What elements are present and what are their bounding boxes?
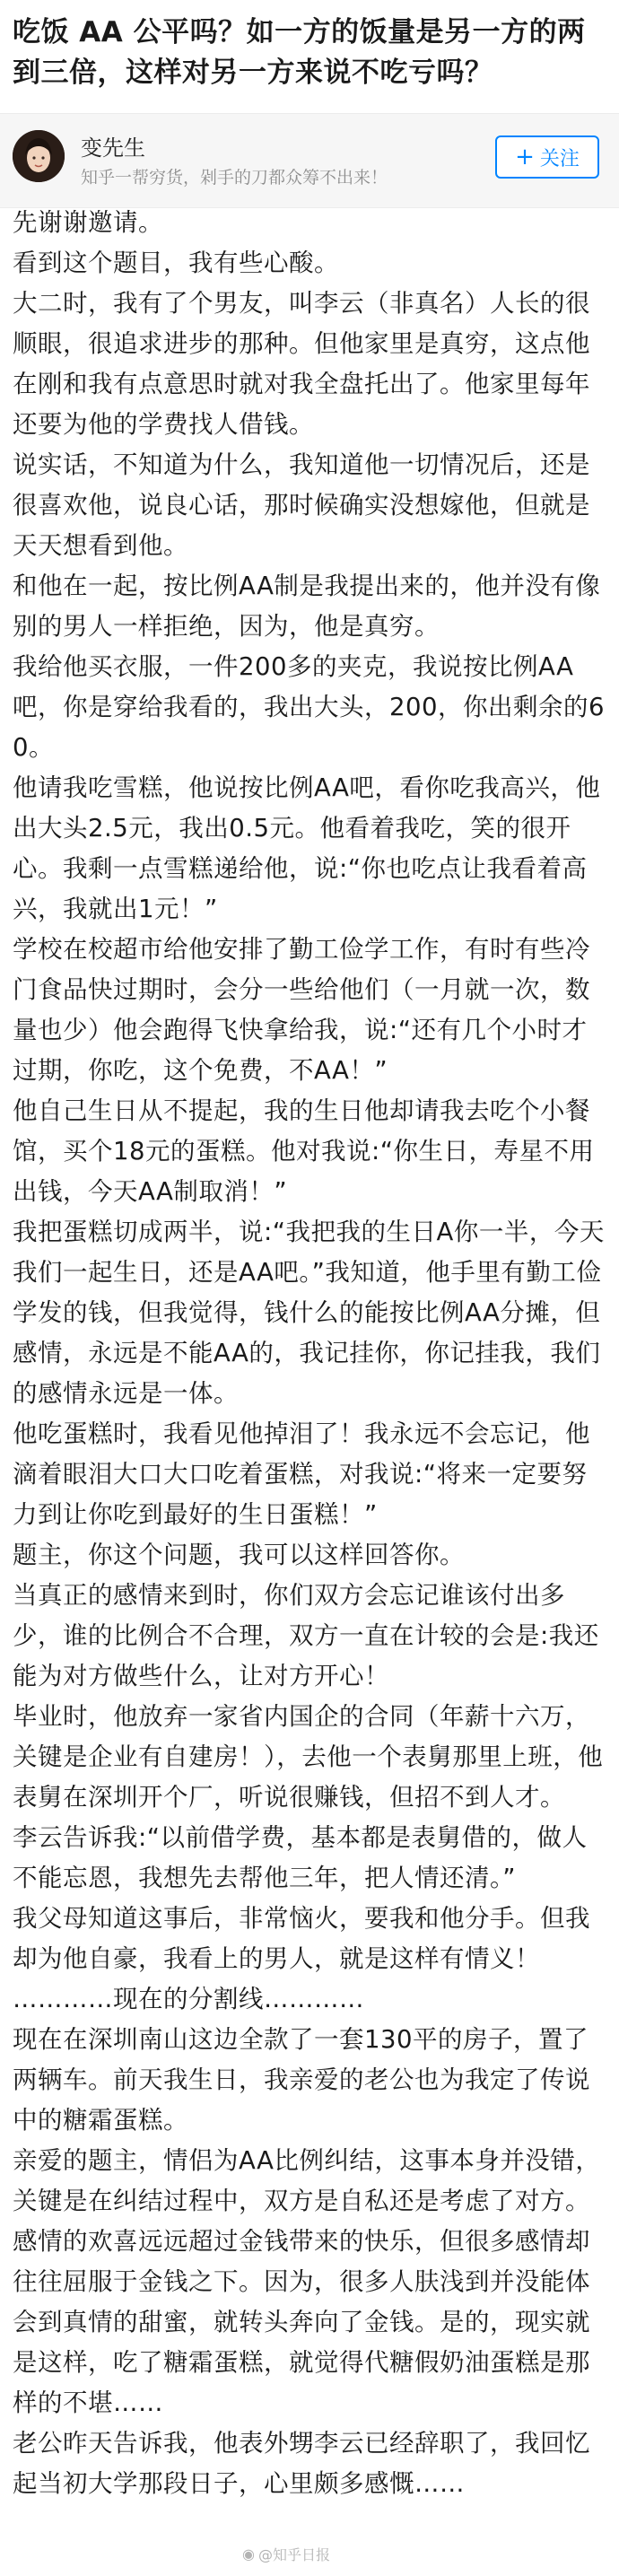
author-name[interactable]: 变先生: [81, 135, 145, 161]
follow-button[interactable]: [495, 135, 599, 179]
follow-label: 关注: [539, 147, 580, 170]
weibo-icon: ◉: [242, 2545, 255, 2563]
avatar-photo: [13, 130, 65, 182]
section-divider: …………现在的分割线…………: [13, 1985, 364, 2013]
answer-paragraph: 毕业时，他放弃一家省内国企的合同（年薪十六万，关键是企业有自建房！），去他一个表舅那里上班，他表舅在深圳开个厂，听说很赚钱，但招不到人才。: [13, 1702, 604, 1812]
answer-paragraph: 说实话，不知道为什么，我知道他一切情况后，还是很喜欢他，说良心话，那时候确实没想嫁他，但就是天天想看到他。: [13, 450, 590, 560]
answer-paragraph: 大二时，我有了个男友，叫李云（非真名）人长的很顺眼，很追求进步的那种。但他家里是真穷，这点他在刚和我有点意思时就对我全盘托出了。他家里每年还要为他的学费找人借钱。: [13, 289, 590, 439]
answer-paragraph: 现在在深圳南山这边全款了一套130平的房子，置了两辆车。前天我生日，我亲爱的老公也为我定了传说中的糖霜蛋糕。: [13, 2025, 590, 2135]
answer-paragraph: 先谢谢邀请。: [13, 208, 163, 237]
answer-paragraph: 老公昨天告诉我，他表外甥李云已经辞职了，我回忆起当初大学那段日子，心里颇多感慨……: [13, 2429, 590, 2498]
answer-paragraph: 看到这个题目，我有些心酸。: [13, 249, 339, 277]
plus-icon: +: [515, 144, 535, 170]
author-bio: 知乎一帮穷货，剁手的刀都众筹不出来！: [81, 168, 388, 188]
answer-paragraph: 他请我吃雪糕，他说按比例AA吧，看你吃我高兴，他出大头2.5元，我出0.5元。他看着我吃，笑的很开心。我剩一点雪糕递给他，说:“你也吃点让我看着高兴，我就出1元！”: [13, 773, 601, 923]
answer-body: [0, 203, 619, 2504]
author-avatar[interactable]: [13, 130, 65, 182]
answer-paragraph: 他吃蛋糕时，我看见他掉泪了！我永远不会忘记，他滴着眼泪大口大口吃着蛋糕，对我说:“将来一定要努力到让你吃到最好的生日蛋糕！”: [13, 1419, 590, 1529]
answer-paragraph: 和他在一起，按比例AA制是我提出来的，他并没有像别的男人一样拒绝，因为，他是真穷。: [13, 572, 601, 641]
answer-paragraph: 当真正的感情来到时，你们双方会忘记谁该付出多少，谁的比例合不合理，双方一直在计较的会是:我还能为对方做些什么，让对方开心！: [13, 1581, 599, 1690]
watermark-text: @知乎日报: [257, 2546, 330, 2563]
answer-paragraph: 题主，你这个问题，我可以这样回答你。: [13, 1541, 465, 1569]
answer-paragraph: 我给他买衣服，一件200多的夹克，我说按比例AA吧，你是穿给我看的，我出大头，200，你出剩余的60。: [13, 652, 605, 762]
answer-paragraph: 亲爱的题主，情侣为AA比例纠结，这事本身并没错，关键是在纠结过程中，双方是自私还是考虑了对方。感情的欢喜远远超过金钱带来的快乐，但很多感情却往往屈服于金钱之下。因为，很多人肤浅到并没能体会到真情的甜蜜，就转头奔向了金钱。是的，现实就是这样，吃了糖霜蛋糕，就觉得代糖假奶油蛋糕是那样的不堪……: [13, 2146, 601, 2417]
answer-paragraph: 李云告诉我:“以前借学费，基本都是表舅借的，做人不能忘恩，我想先去帮他三年，把人情还清。”: [13, 1823, 588, 1892]
author-card: [0, 113, 619, 208]
answer-paragraph: 他自己生日从不提起，我的生日他却请我去吃个小餐馆，买个18元的蛋糕。他对我说:“你生日，寿星不用出钱，今天AA制取消！”: [13, 1096, 595, 1206]
answer-paragraph: 我父母知道这事后，非常恼火，要我和他分手。但我却为他自豪，我看上的男人，就是这样有情义！: [13, 1904, 590, 1973]
question-title: 吃饭 AA 公平吗？如一方的饭量是另一方的两到三倍，这样对另一方来说不吃亏吗？: [13, 16, 586, 89]
answer-paragraph: 学校在校超市给他安排了勤工俭学工作，有时有些冷门食品快过期时，会分一些给他们（一月就一次，数量也少）他会跑得飞快拿给我，说:“还有几个小时才过期，你吃，这个免费，不AA！”: [13, 935, 590, 1085]
answer-paragraph: 我把蛋糕切成两半，说:“我把我的生日A你一半，今天我们一起生日，还是AA吧。”我知道，他手里有勤工俭学发的钱，但我觉得，钱什么的能按比例AA分摊，但感情，永远是不能AA的，我记挂你，你记挂我，我们的感情永远是一体。: [13, 1218, 605, 1408]
watermark: [242, 2544, 330, 2564]
